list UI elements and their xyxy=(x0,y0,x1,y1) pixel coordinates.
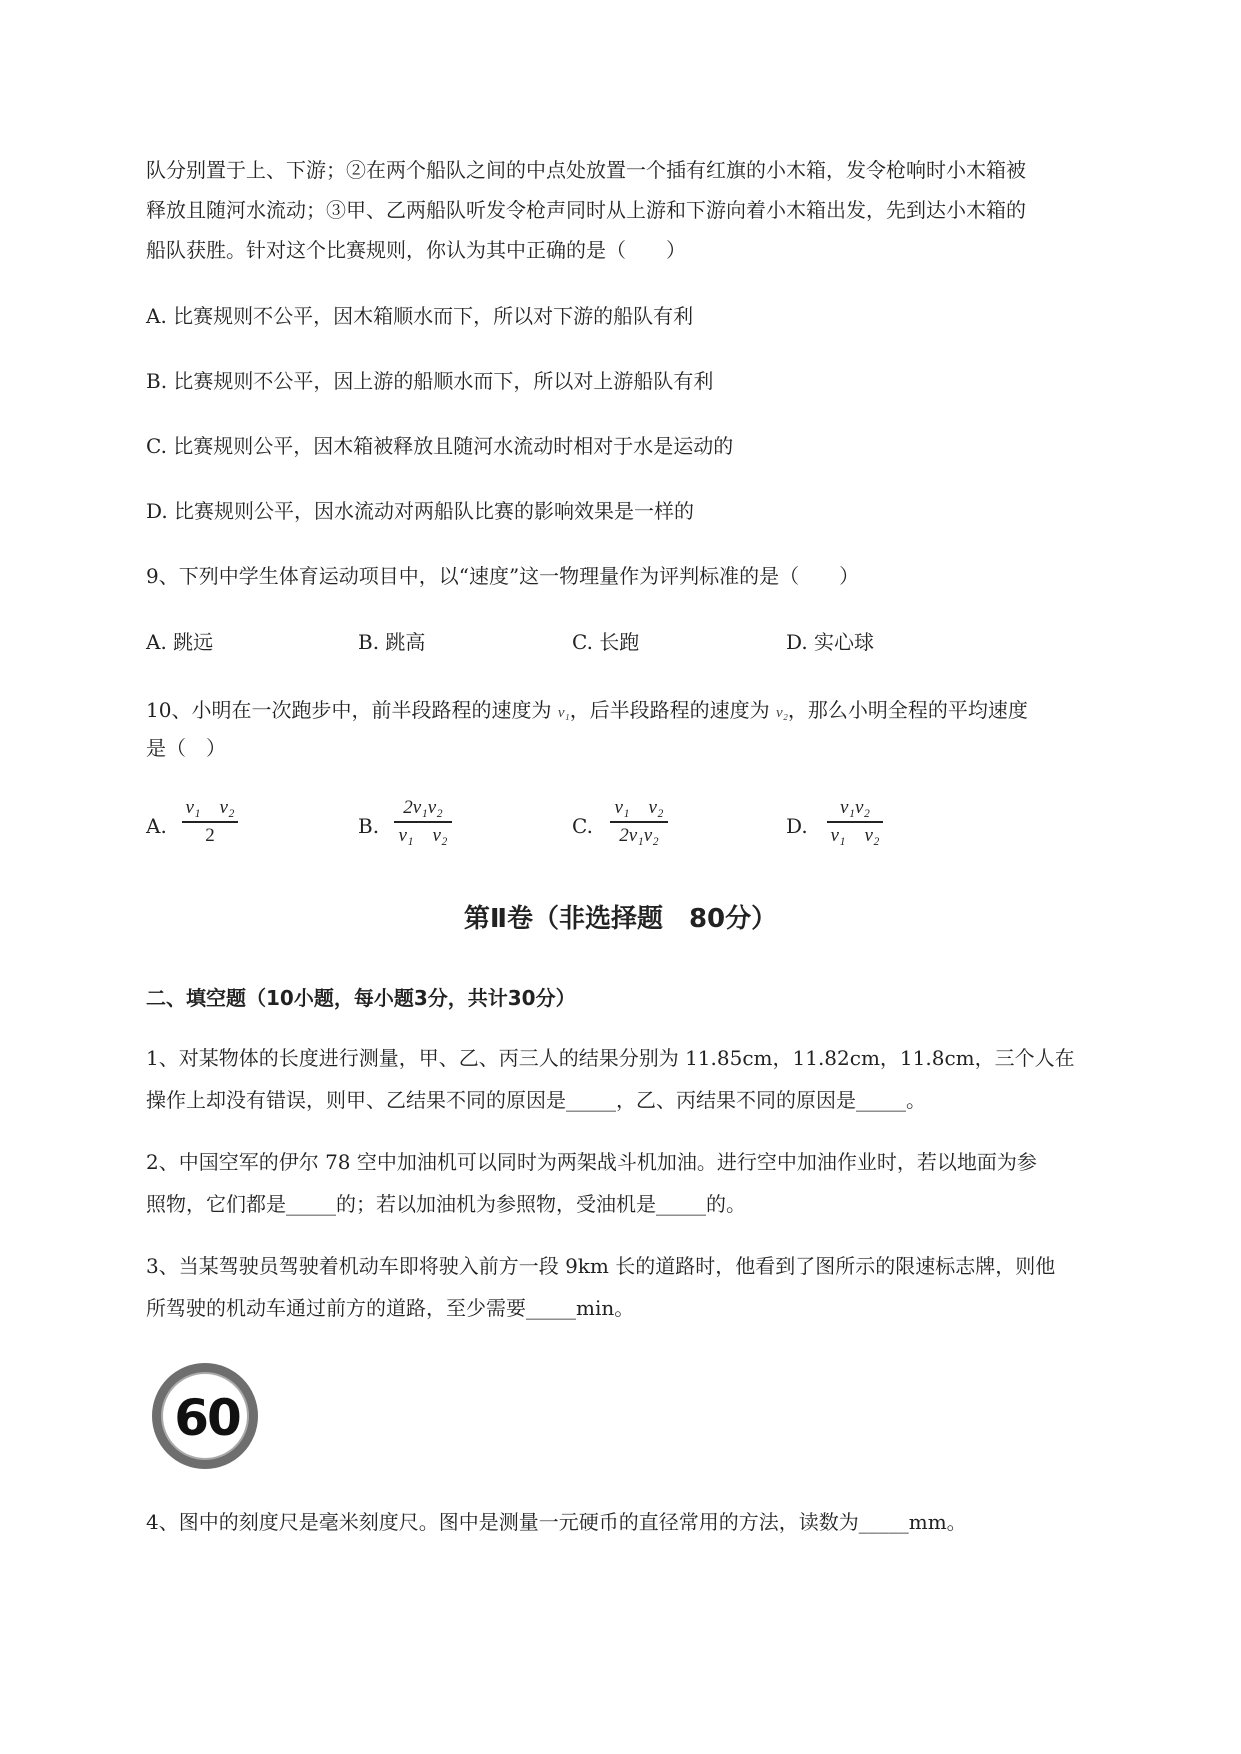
speed-limit-sign-face xyxy=(161,1372,249,1460)
q10-option-c-fraction xyxy=(594,796,684,848)
q10-option-b-numerator: 2v₁v₂ xyxy=(403,797,443,818)
q10-option-a-denominator: 2 xyxy=(205,824,215,846)
q10-option-d-denominator: v₁ v₂ xyxy=(830,824,880,846)
q10-v2: v₂ xyxy=(776,705,788,721)
q10-option-a-numerator: v₁ v₂ xyxy=(185,797,235,818)
q8-line-2: 释放且随河水流动；③甲、乙两船队听发令枪声同时从上游和下游向着小木箱出发，先到达小木箱的 xyxy=(146,198,1026,222)
fill-q1-line-2: 操作上却没有错误，则甲、乙结果不同的原因是_____，乙、丙结果不同的原因是_____。 xyxy=(146,1088,926,1112)
part-ii-title: 第Ⅱ卷（非选择题 80分） xyxy=(463,904,778,934)
speed-limit-value: 60 xyxy=(174,1389,240,1447)
q8-option-b: B. 比赛规则不公平，因上游的船顺水而下，所以对上游船队有利 xyxy=(146,369,714,393)
fill-q2-line-1: 2、中国空军的伊尔 78 空中加油机可以同时为两架战斗机加油。进行空中加油作业时，若以地面为参 xyxy=(146,1150,1037,1174)
q9-option-b: B. 跳高 xyxy=(358,630,426,654)
q10-line-1 xyxy=(146,696,1028,727)
fill-q4-line: 4、图中的刻度尺是毫米刻度尺。图中是测量一元硬币的直径常用的方法，读数为_____mm。 xyxy=(146,1510,967,1534)
q10-v1: v₁ xyxy=(557,705,570,721)
speed-limit-sign xyxy=(152,1363,258,1469)
q9-option-d: D. 实心球 xyxy=(786,630,875,654)
fill-in-section-heading: 二、填空题（10小题，每小题3分，共计30分） xyxy=(146,986,576,1010)
q10-option-c-denominator: 2v₁v₂ xyxy=(619,824,659,846)
q10-option-c-numerator: v₁ v₂ xyxy=(614,797,664,818)
fill-q1-line-1: 1、对某物体的长度进行测量，甲、乙、丙三人的结果分别为 11.85cm，11.82cm，11.8cm，三个人在 xyxy=(146,1046,1075,1070)
fraction-bar xyxy=(827,821,883,823)
q10-option-a-label: A. xyxy=(146,814,167,838)
q10-text-c: ，那么小明全程的平均速度 xyxy=(787,698,1028,722)
q10-option-b-label: B. xyxy=(358,814,380,838)
fill-q3-line-2: 所驾驶的机动车通过前方的道路，至少需要_____min。 xyxy=(146,1296,635,1320)
fraction-bar xyxy=(394,821,452,823)
q9-option-c: C. 长跑 xyxy=(572,630,640,654)
q10-option-c-label: C. xyxy=(572,814,593,838)
q10-line-2: 是（ ） xyxy=(146,736,226,760)
q10-option-d-fraction xyxy=(810,796,900,848)
q8-line-3: 船队获胜。针对这个比赛规则，你认为其中正确的是（ ） xyxy=(146,238,686,262)
q10-option-d-label: D. xyxy=(786,814,808,838)
q9-option-a: A. 跳远 xyxy=(146,630,214,654)
q8-option-d: D. 比赛规则公平，因水流动对两船队比赛的影响效果是一样的 xyxy=(146,499,695,523)
q10-text-a: 10、小明在一次跑步中，前半段路程的速度为 xyxy=(146,698,558,722)
q10-option-b-fraction xyxy=(378,796,468,848)
q8-line-1: 队分别置于上、下游；②在两个船队之间的中点处放置一个插有红旗的小木箱，发令枪响时小木箱被 xyxy=(146,158,1026,182)
q9-stem: 9、下列中学生体育运动项目中，以“速度”这一物理量作为评判标准的是（ ） xyxy=(146,564,860,588)
fraction-bar xyxy=(610,821,668,823)
q10-option-a-fraction xyxy=(165,796,255,848)
q8-option-a: A. 比赛规则不公平，因木箱顺水而下，所以对下游的船队有利 xyxy=(146,304,694,328)
fraction-bar xyxy=(182,821,238,823)
q10-option-d-numerator: v₁v₂ xyxy=(839,797,871,818)
fill-q3-line-1: 3、当某驾驶员驾驶着机动车即将驶入前方一段 9km 长的道路时，他看到了图所示的限速标志牌，则他 xyxy=(146,1254,1056,1278)
q10-text-b: ，后半段路程的速度为 xyxy=(569,698,777,722)
q8-option-c: C. 比赛规则公平，因木箱被释放且随河水流动时相对于水是运动的 xyxy=(146,434,734,458)
fill-q2-line-2: 照物，它们都是_____的；若以加油机为参照物，受油机是_____的。 xyxy=(146,1192,746,1216)
q10-option-b-denominator: v₁ v₂ xyxy=(398,824,448,846)
